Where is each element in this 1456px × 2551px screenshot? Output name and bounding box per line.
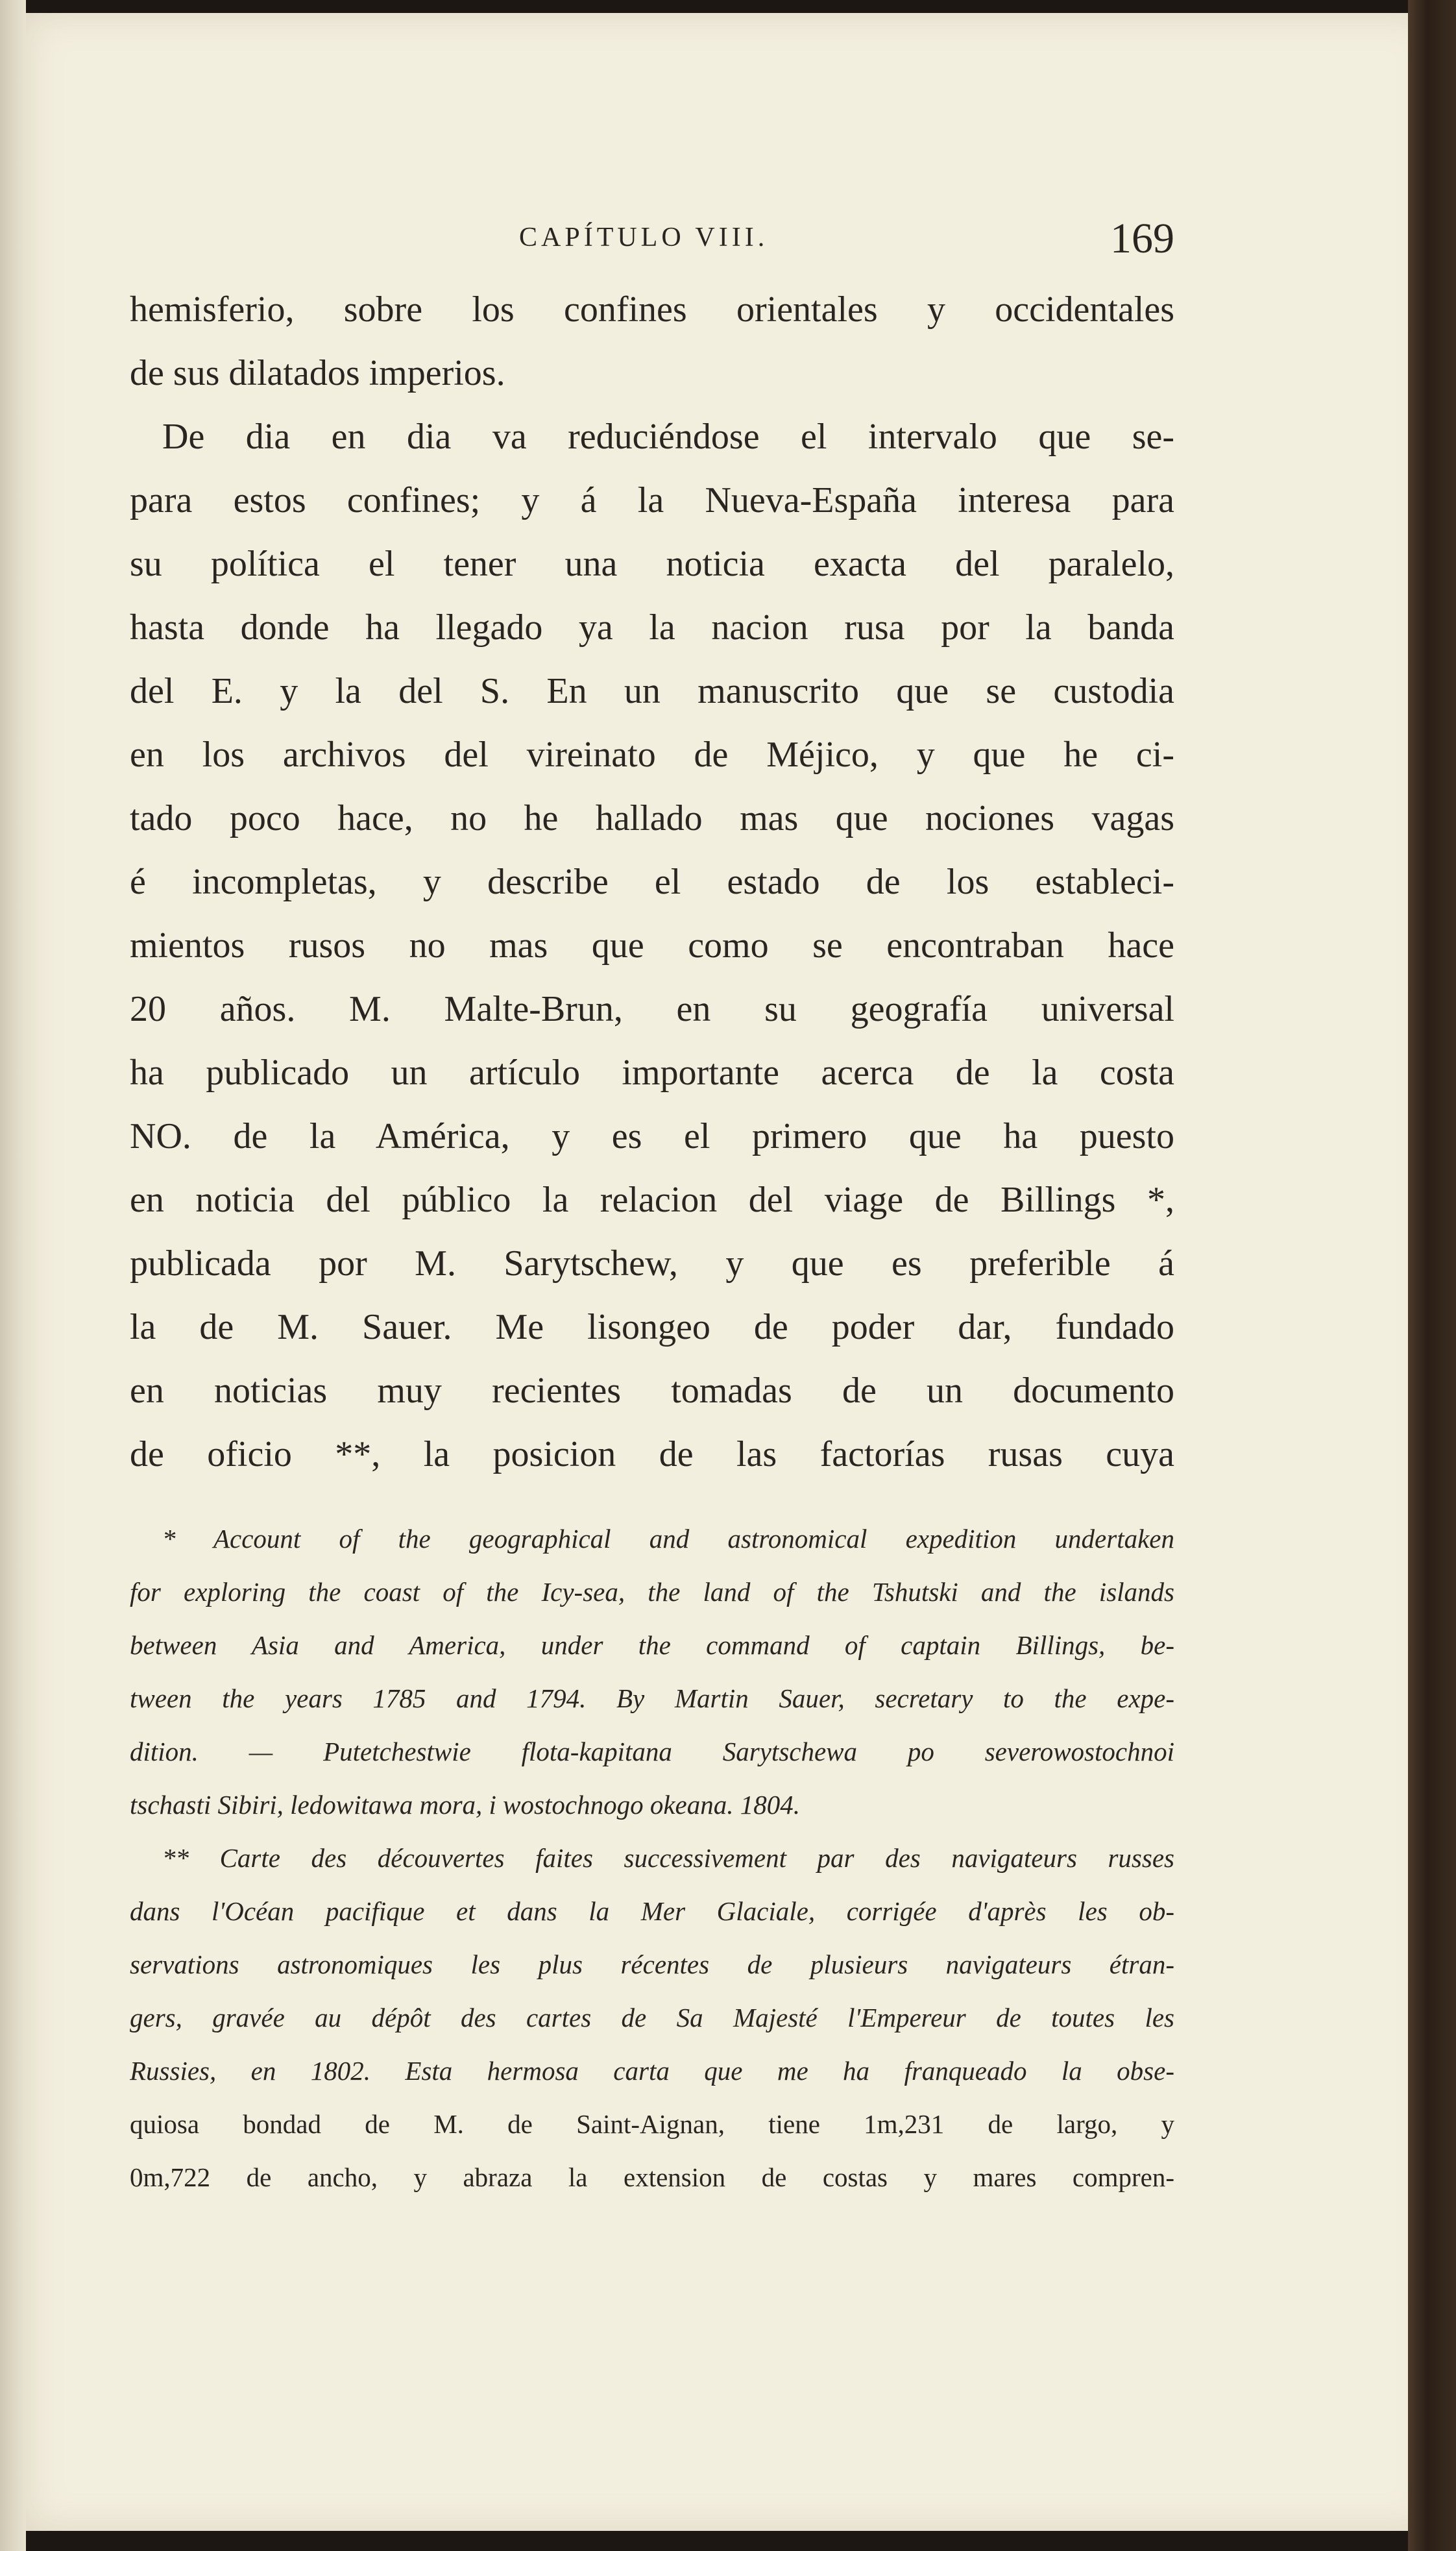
body-text [130, 278, 1174, 1486]
footnote-line: dans l'Océan pacifique et dans la Mer Glaciale, corrigée d'après les ob- [130, 1896, 1174, 1926]
body-line: para estos confines; y á la Nueva-España interesa para [130, 480, 1174, 520]
footnote-line: gers, gravée au dépôt des cartes de Sa Majesté l'Empereur de toutes les [130, 2003, 1174, 2032]
footnote-line: quiosa bondad de M. de Saint-Aignan, tiene 1m,231 de largo, y [130, 2109, 1174, 2139]
body-line: su política el tener una noticia exacta del paralelo, [130, 544, 1174, 584]
body-line: de oficio **, la posicion de las factorías rusas cuya [130, 1434, 1174, 1474]
body-line: publicada por M. Sarytschew, y que es preferible á [130, 1243, 1174, 1284]
body-line: 20 años. M. Malte-Brun, en su geografía universal [130, 989, 1174, 1029]
body-line: hemisferio, sobre los confines orientales y occidentales [130, 289, 1174, 330]
body-line: hasta donde ha llegado ya la nacion rusa por la banda [130, 607, 1174, 648]
chapter-title: CAPÍTULO VIII. [519, 223, 769, 252]
body-line: NO. de la América, y es el primero que ha puesto [130, 1116, 1174, 1156]
footnote-line: tschasti Sibiri, ledowitawa mora, i wostochnogo okeana. 1804. [130, 1790, 800, 1820]
body-line: de sus dilatados imperios. [130, 353, 505, 393]
footnotes [130, 1512, 1174, 2204]
body-line: en noticias muy recientes tomadas de un documento [130, 1371, 1174, 1411]
body-line: tado poco hace, no he hallado mas que nociones vagas [130, 798, 1174, 838]
footnote-line: for exploring the coast of the Icy-sea, the land of the Tshutski and the islands [130, 1577, 1174, 1607]
footnote-line: between Asia and America, under the command of captain Billings, be- [130, 1630, 1174, 1660]
body-line: De dia en dia va reduciéndose el intervalo que se- [162, 417, 1174, 457]
running-head [130, 214, 1174, 266]
footnote-line: dition. — Putetchestwie flota-kapitana Sarytschewa po severowostochnoi [130, 1737, 1174, 1766]
book-gutter [0, 0, 26, 2551]
body-line: la de M. Sauer. Me lisongeo de poder dar, fundado [130, 1307, 1174, 1347]
footnote-line: 0m,722 de ancho, y abraza la extension de costas y mares compren- [130, 2162, 1174, 2192]
footnote-line: servations astronomiques les plus récentes de plusieurs navigateurs étran- [130, 1949, 1174, 1979]
body-line: en los archivos del vireinato de Méjico, y que he ci- [130, 735, 1174, 775]
book-binding-edge [1408, 0, 1456, 2551]
footnote-line: ** Carte des découvertes faites successivement par des navigateurs russes [162, 1843, 1174, 1873]
page-number: 169 [1110, 215, 1174, 262]
body-line: ha publicado un artículo importante acerca de la costa [130, 1053, 1174, 1093]
body-line: mientos rusos no mas que como se encontraban hace [130, 925, 1174, 966]
body-line: del E. y la del S. En un manuscrito que se custodia [130, 671, 1174, 711]
body-line: en noticia del público la relacion del viage de Billings *, [130, 1180, 1174, 1220]
footnote-line: tween the years 1785 and 1794. By Martin Sauer, secretary to the expe- [130, 1683, 1174, 1713]
body-line: é incompletas, y describe el estado de los estableci- [130, 862, 1174, 902]
footnote-line: * Account of the geographical and astronomical expedition undertaken [162, 1524, 1174, 1554]
footnote-line: Russies, en 1802. Esta hermosa carta que me ha franqueado la obse- [130, 2056, 1174, 2086]
